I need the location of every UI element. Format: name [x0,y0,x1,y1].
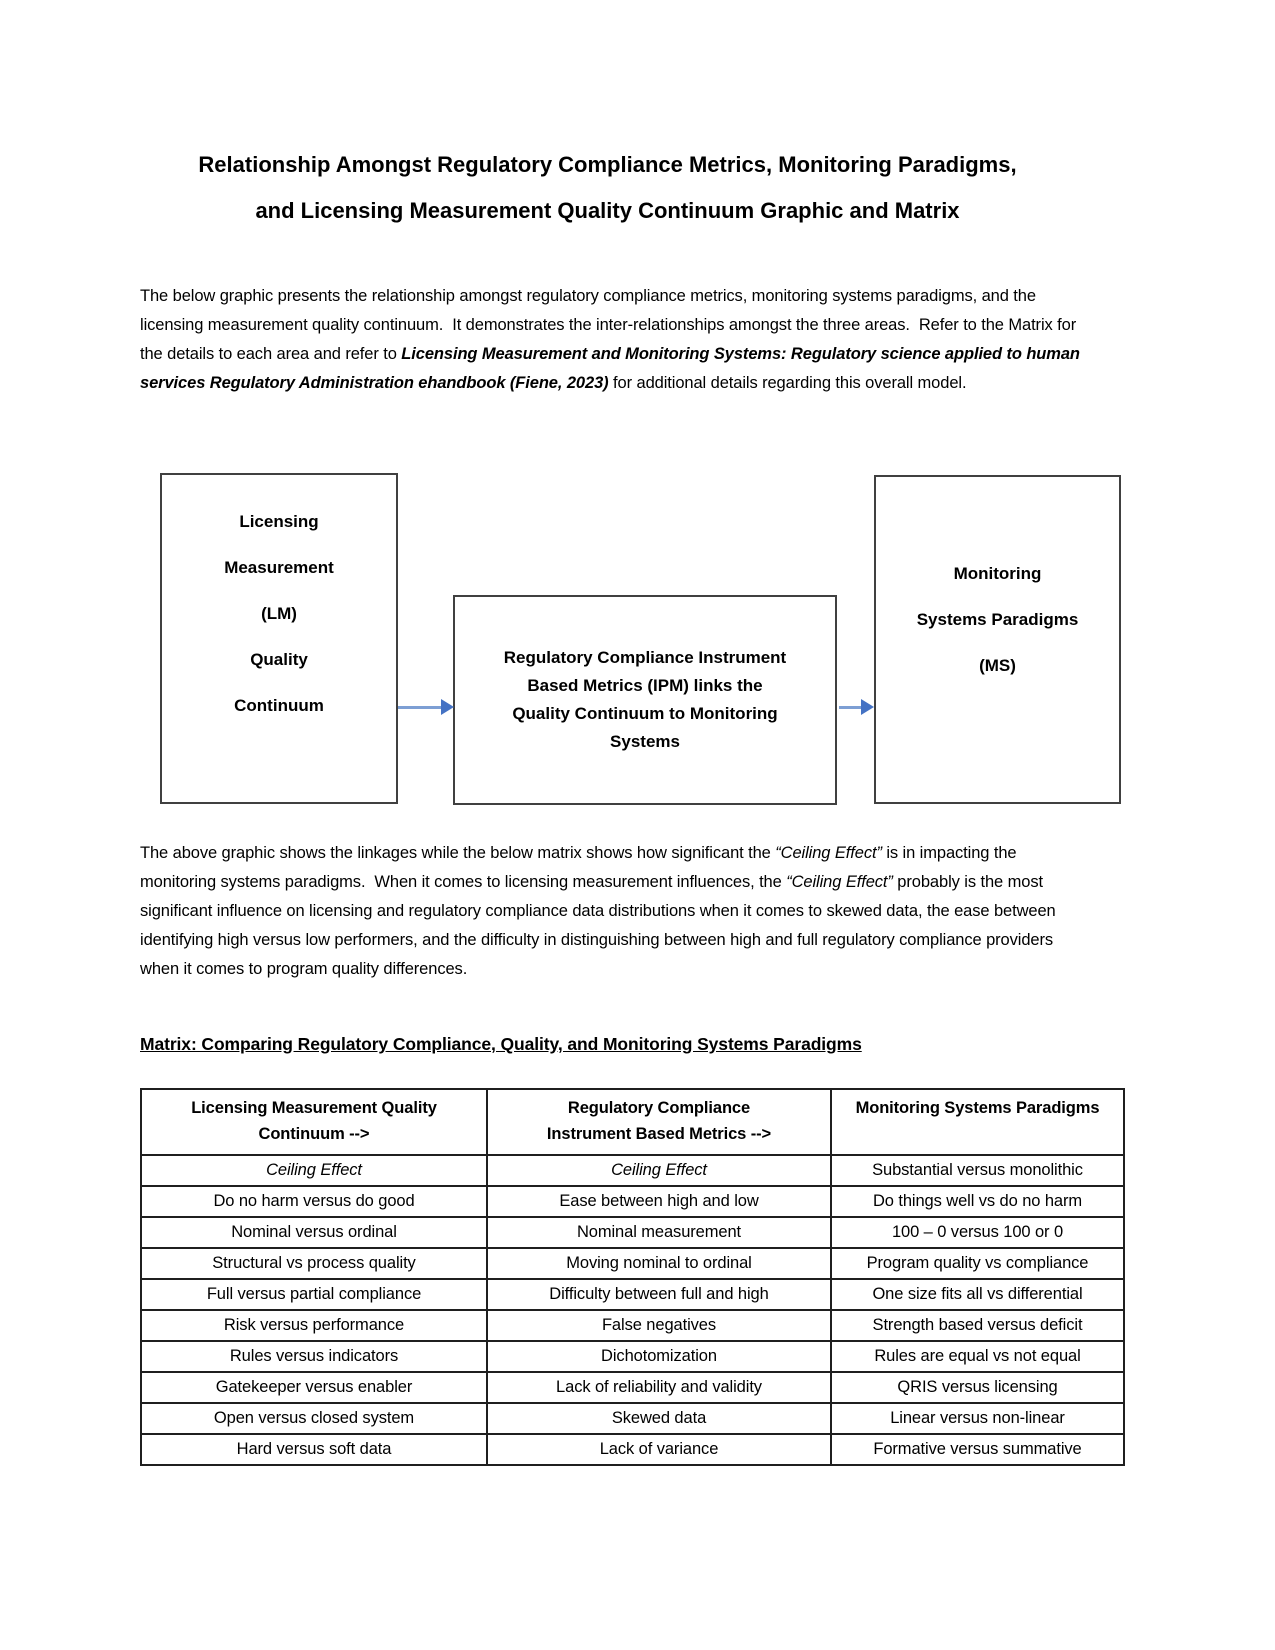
table-cell: Lack of variance [487,1434,831,1465]
matrix-table-header [141,1089,1124,1155]
header-licensing-measurement [141,1089,487,1155]
comparison-matrix-table [140,1088,1125,1466]
matrix-section-heading: Matrix: Comparing Regulatory Compliance, Quality, and Monitoring Systems Paradigms [140,1034,862,1054]
text-run: Licensing Measurement and Monitoring Systems: Regulatory science applied to human services Regulatory Administration ehandbook (Fiene, 2023) [140,345,1085,392]
intro-paragraph [140,282,1085,398]
table-cell: 100 – 0 versus 100 or 0 [831,1217,1124,1248]
table-row [141,1403,1124,1434]
table-cell: Difficulty between full and high [487,1279,831,1310]
text-run: “Ceiling Effect” [775,844,882,862]
line: Instrument Based Metrics --> [546,1125,772,1143]
line: Continuum --> [258,1125,370,1143]
table-cell: Nominal measurement [487,1217,831,1248]
table-cell: Skewed data [487,1403,831,1434]
table-cell: Open versus closed system [141,1403,487,1434]
table-cell: Full versus partial compliance [141,1279,487,1310]
arrow-left-to-middle-line [398,706,443,709]
text-run: for additional details regarding this overall model. [608,374,967,392]
table-cell: Formative versus summative [831,1434,1124,1465]
line: Quality [250,649,308,669]
table-cell: Program quality vs compliance [831,1248,1124,1279]
table-row [141,1186,1124,1217]
line: Measurement [224,557,334,577]
table-cell: One size fits all vs differential [831,1279,1124,1310]
page-title [140,142,1075,234]
line: Monitoring Systems Paradigms [855,1099,1100,1117]
table-row [141,1279,1124,1310]
line: Based Metrics (IPM) links the [527,676,763,695]
monitoring-systems-box [874,475,1121,804]
table-cell: Gatekeeper versus enabler [141,1372,487,1403]
table-row [141,1155,1124,1186]
line: Systems [610,732,680,751]
line: (MS) [979,655,1016,675]
line: Regulatory Compliance [567,1099,751,1117]
licensing-measurement-box [160,473,398,804]
table-cell: Dichotomization [487,1341,831,1372]
table-row [141,1248,1124,1279]
table-cell: Ceiling Effect [141,1155,487,1186]
table-cell: Nominal versus ordinal [141,1217,487,1248]
table-cell: Linear versus non-linear [831,1403,1124,1434]
line: Licensing Measurement Quality [191,1099,437,1117]
line: (LM) [261,603,297,623]
line: Monitoring [953,563,1042,583]
arrow-left-to-middle-head-icon [441,699,454,715]
text-run: is in impacting the monitoring systems paradigms. When it comes to licensing measurement influences, the [140,844,1021,891]
table-cell: Ceiling Effect [487,1155,831,1186]
text-run: The below graphic presents the relationship amongst regulatory compliance metrics, monitoring systems paradigms, and the licensing measurement quality continuum. It demonstrates the inter-relationships amongst the three areas. Refer to the Matrix for the details to each area and refer to [140,287,1081,363]
table-cell: Structural vs process quality [141,1248,487,1279]
line: Licensing [239,511,319,531]
table-cell: QRIS versus licensing [831,1372,1124,1403]
arrow-middle-to-right-head-icon [861,699,874,715]
text-run: probably is the most significant influence on licensing and regulatory compliance data distributions when it comes to skewed data, the ease between identifying high versus low performers, and the difficulty in distinguishing between high and full regulatory compliance providers when it comes to program quality differences. [140,873,1061,978]
table-cell: Hard versus soft data [141,1434,487,1465]
header-monitoring-systems [831,1089,1124,1155]
title-line-2: and Licensing Measurement Quality Continuum Graphic and Matrix [255,198,960,223]
table-cell: Rules are equal vs not equal [831,1341,1124,1372]
table-cell: Moving nominal to ordinal [487,1248,831,1279]
table-cell: Do no harm versus do good [141,1186,487,1217]
header-row [141,1089,1124,1155]
table-cell: Do things well vs do no harm [831,1186,1124,1217]
table-cell: Risk versus performance [141,1310,487,1341]
line: Systems Paradigms [916,609,1079,629]
table-row [141,1310,1124,1341]
line: Regulatory Compliance Instrument [503,648,787,667]
table-cell: False negatives [487,1310,831,1341]
table-cell: Rules versus indicators [141,1341,487,1372]
text-run: “Ceiling Effect” [786,873,893,891]
table-row [141,1217,1124,1248]
table-cell: Strength based versus deficit [831,1310,1124,1341]
regulatory-compliance-metrics-box [453,595,837,805]
table-cell: Lack of reliability and validity [487,1372,831,1403]
text-run: The above graphic shows the linkages while the below matrix shows how significant the [140,844,776,862]
table-cell: Substantial versus monolithic [831,1155,1124,1186]
ceiling-effect-paragraph [140,839,1080,984]
table-row [141,1341,1124,1372]
table-row [141,1434,1124,1465]
matrix-table-body [141,1155,1124,1465]
title-line-1: Relationship Amongst Regulatory Compliance Metrics, Monitoring Paradigms, [198,152,1017,177]
table-row [141,1372,1124,1403]
line: Quality Continuum to Monitoring [512,704,778,723]
table-cell: Ease between high and low [487,1186,831,1217]
line: Continuum [234,695,324,715]
header-regulatory-compliance [487,1089,831,1155]
